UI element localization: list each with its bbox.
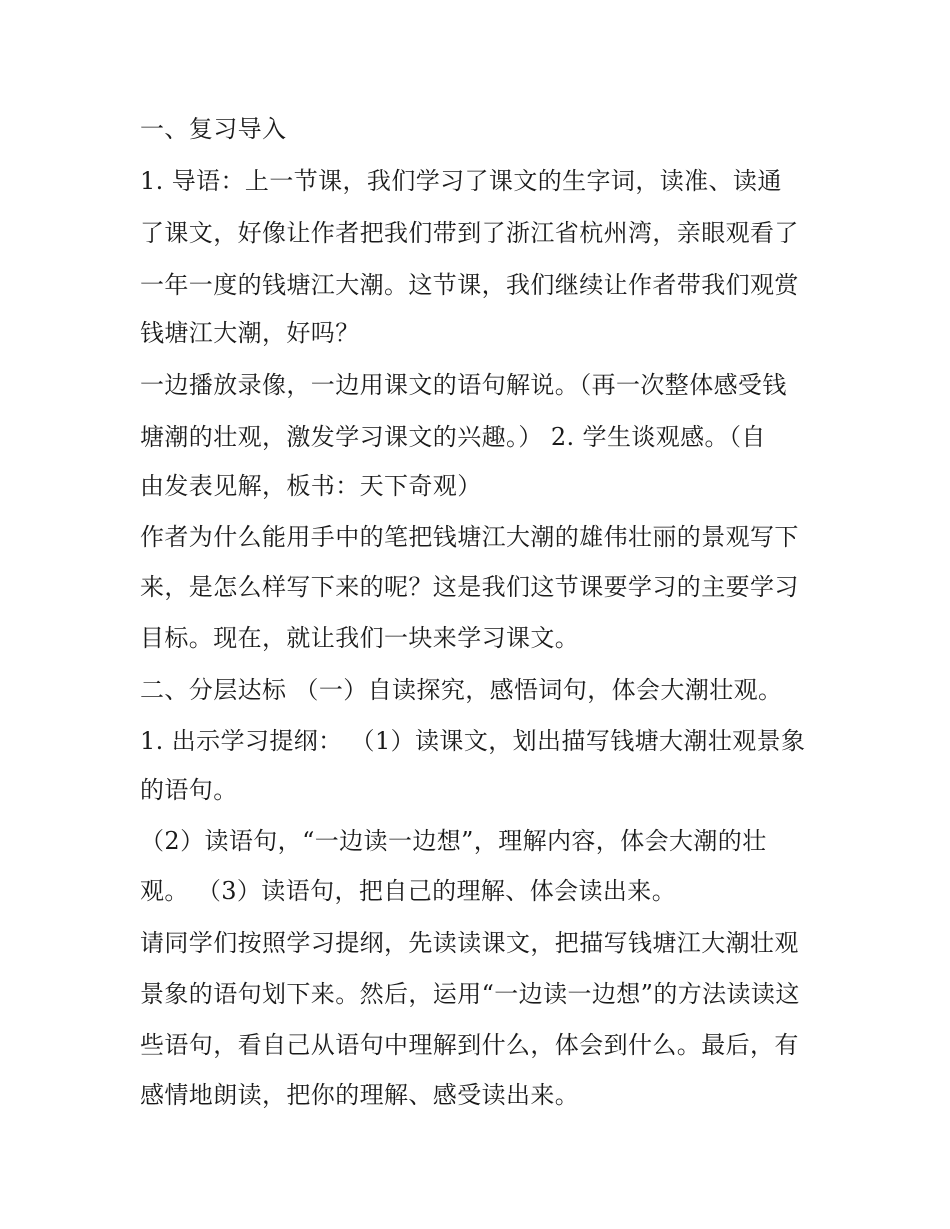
section-heading-review: 一、复习导入	[140, 115, 287, 143]
text-line: 了课文，好像让作者把我们带到了浙江省杭州湾，亲眼观看了	[140, 219, 799, 247]
text-line: 观。 （3）读语句，把自己的理解、体会读出来。	[140, 877, 677, 905]
text-line: 塘潮的壮观，激发学习课文的兴趣。） 2. 学生谈观感。（自	[140, 423, 766, 451]
text-line: 感情地朗读，把你的理解、感受读出来。	[140, 1081, 580, 1109]
text-line: 目标。现在，就让我们一块来学习课文。	[140, 624, 580, 652]
text-line: 请同学们按照学习提纲，先读读课文，把描写钱塘江大潮壮观	[140, 929, 799, 957]
text-line: 些语句，看自己从语句中理解到什么，体会到什么。最后，有	[140, 1031, 799, 1059]
text-line: 一年一度的钱塘江大潮。这节课，我们继续让作者带我们观赏	[140, 271, 799, 299]
text-line: 来，是怎么样写下来的呢？这是我们这节课要学习的主要学习	[140, 573, 799, 601]
text-line: 由发表见解，板书：天下奇观）	[140, 472, 482, 500]
text-line: 1. 出示学习提纲： （1）读课文，划出描写钱塘大潮壮观景象	[140, 727, 806, 755]
text-line: 作者为什么能用手中的笔把钱塘江大潮的雄伟壮丽的景观写下	[140, 523, 799, 551]
text-line: 景象的语句划下来。然后，运用“一边读一边想”的方法读读这	[140, 980, 800, 1008]
text-line: （2）读语句，“一边读一边想”，理解内容，体会大潮的壮	[140, 827, 767, 855]
text-line: 的语句。	[140, 776, 238, 804]
section-heading-layered-goals: 二、分层达标 （一）自读探究，感悟词句，体会大潮壮观。	[140, 676, 783, 704]
text-line: 1. 导语：上一节课，我们学习了课文的生字词，读准、读通	[140, 167, 782, 195]
text-line: 一边播放录像，一边用课文的语句解说。（再一次整体感受钱	[140, 371, 787, 399]
text-line: 钱塘江大潮，好吗？	[140, 319, 360, 347]
